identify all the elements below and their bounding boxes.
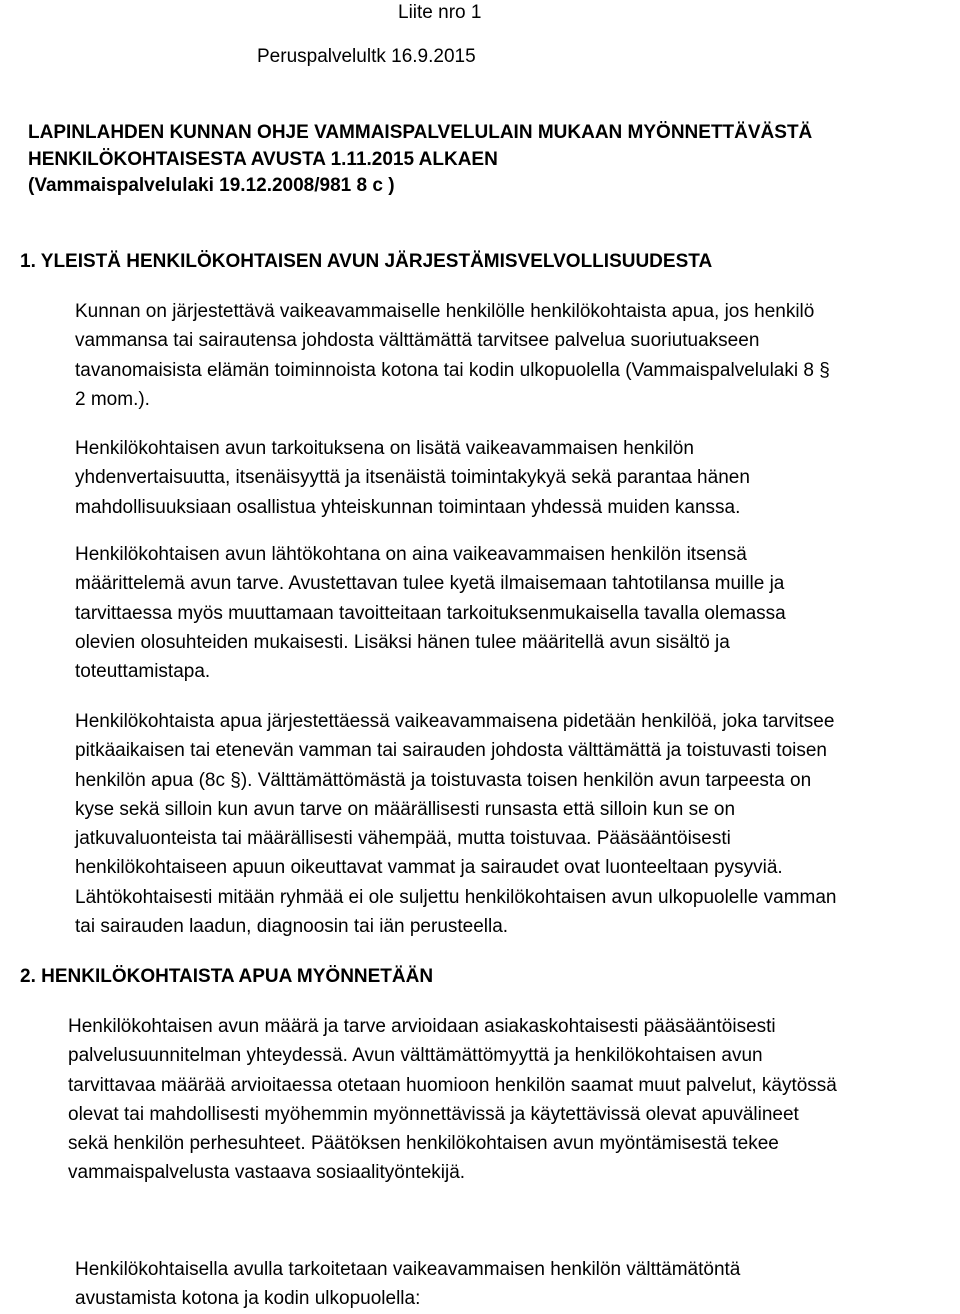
paragraph-line: Henkilökohtaisella avulla tarkoitetaan vaikeavammaisen henkilön välttämätöntä	[75, 1259, 741, 1280]
paragraph-line: Lähtökohtaisesti mitään ryhmää ei ole suljettu henkilökohtaisen avun ulkopuolelle vamman	[75, 886, 837, 908]
paragraph-line: tavanomaisista elämän toiminnoista kotona tai kodin ulkopuolella (Vammaispalvelulaki 8 §	[75, 359, 830, 381]
paragraph-line: toteuttamistapa.	[75, 661, 211, 683]
paragraph-line: Henkilökohtaista apua järjestettäessä vaikeavammaisena pidetään henkilöä, joka tarvitsee	[75, 711, 835, 732]
paragraph-line: palvelusuunnitelman yhteydessä. Avun välttämättömyyttä ja henkilökohtaisen avun	[68, 1045, 763, 1067]
paragraph-line: Henkilökohtaisen avun tarkoituksena on lisätä vaikeavammaisen henkilön	[75, 438, 694, 459]
paragraph-line: tarvittavaa määrää arvioitaessa otetaan huomioon henkilön saamat muut palvelut, käytössä	[68, 1074, 837, 1096]
paragraph-line: Kunnan on järjestettävä vaikeavammaiselle henkilölle henkilökohtaista apua, jos henkilö	[75, 301, 815, 322]
paragraph	[75, 1255, 740, 1314]
title-line: HENKILÖKOHTAISESTA AVUSTA 1.11.2015 ALKAEN	[28, 148, 498, 170]
appendix-label: Liite nro 1	[398, 2, 482, 23]
paragraph-line: Henkilökohtaisen avun määrä ja tarve arvioidaan asiakaskohtaisesti pääsääntöisesti	[68, 1016, 776, 1037]
paragraph-line: olevat tai mahdollisesti myöhemmin myönnettävissä ja käytettävissä olevat apuvälineet	[68, 1103, 799, 1125]
paragraph	[75, 540, 786, 686]
paragraph-line: tarvittaessa myös muuttamaan tavoitteitaan tarkoituksenmukaisella tavalla olemassa	[75, 602, 786, 624]
paragraph	[75, 707, 837, 941]
title-line: (Vammaispalvelulaki 19.12.2008/981 8 c )	[28, 175, 395, 197]
paragraph	[68, 1012, 837, 1188]
paragraph-line: vammansa tai sairautensa johdosta välttämättä tarvitsee palvelua suoriutuakseen	[75, 330, 760, 352]
paragraph-line: avustamista kotona ja kodin ulkopuolella:	[75, 1288, 421, 1310]
paragraph-line: tai sairauden laadun, diagnoosin tai iän perusteella.	[75, 916, 509, 938]
document-title	[28, 120, 948, 200]
paragraph-line: yhdenvertaisuutta, itsenäisyyttä ja itsenäistä toimintakykyä sekä parantaa hänen	[75, 467, 750, 489]
section-1-heading: 1. YLEISTÄ HENKILÖKOHTAISEN AVUN JÄRJESTÄMISVELVOLLISUUDESTA	[20, 251, 713, 272]
paragraph-line: kyse sekä silloin kun avun tarve on määrällisesti runsasta että silloin kun se on	[75, 798, 736, 820]
paragraph-line: Henkilökohtaisen avun lähtökohtana on aina vaikeavammaisen henkilön itsensä	[75, 544, 747, 565]
paragraph	[75, 297, 830, 414]
committee-date: Peruspalvelultk 16.9.2015	[257, 46, 476, 67]
paragraph-line: vammaispalvelusta vastaava sosiaalityöntekijä.	[68, 1162, 466, 1184]
paragraph-line: määrittelemä avun tarve. Avustettavan tulee kyetä ilmaisemaan tahtotilansa muille ja	[75, 573, 785, 595]
paragraph-line: pitkäaikaisen tai etenevän vamman tai sairauden johdosta välttämättä ja toistuvasti toisen	[75, 740, 827, 762]
paragraph-line: 2 mom.).	[75, 388, 150, 410]
paragraph	[75, 434, 750, 522]
paragraph-line: mahdollisuuksiaan osallistua yhteiskunnan toimintaan yhdessä muiden kanssa.	[75, 496, 741, 518]
title-line: LAPINLAHDEN KUNNAN OHJE VAMMAISPALVELULAIN MUKAAN MYÖNNETTÄVÄSTÄ	[28, 122, 813, 143]
paragraph-line: sekä henkilön perhesuhteet. Päätöksen henkilökohtaisen avun myöntämisestä tekee	[68, 1133, 779, 1155]
paragraph-line: olevien olosuhteiden mukaisesti. Lisäksi hänen tulee määritellä avun sisältö ja	[75, 631, 730, 653]
paragraph-line: henkilökohtaiseen apuun oikeuttavat vammat ja sairaudet ovat luonteeltaan pysyviä.	[75, 857, 783, 879]
paragraph-line: henkilön apua (8c §). Välttämättömästä ja toistuvasta toisen henkilön avun tarpeesta on	[75, 769, 812, 791]
paragraph-line: jatkuvaluonteista tai määrällisesti vähempää, mutta toistuvaa. Pääsääntöisesti	[75, 828, 731, 850]
section-2-heading: 2. HENKILÖKOHTAISTA APUA MYÖNNETÄÄN	[20, 966, 434, 987]
